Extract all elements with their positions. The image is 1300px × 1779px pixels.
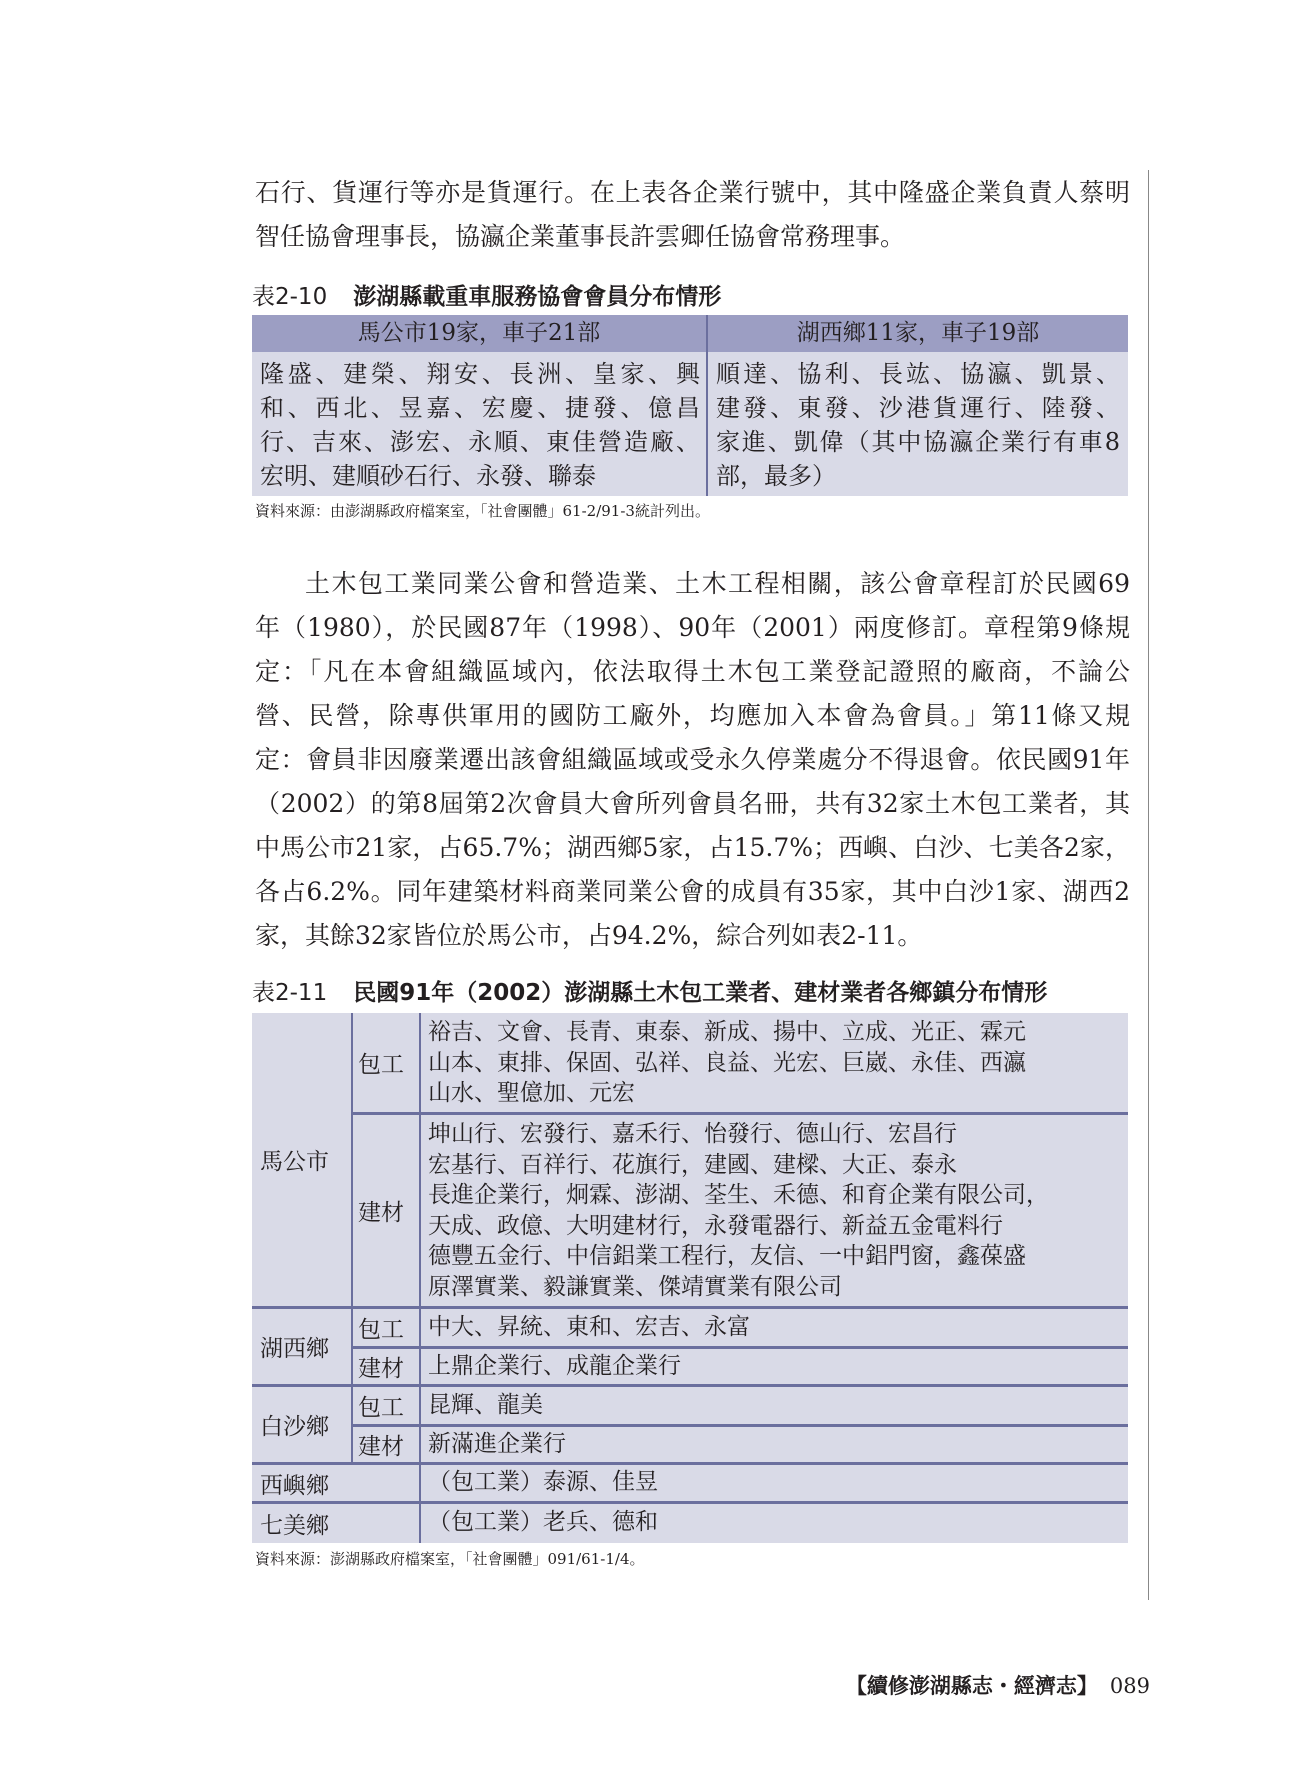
category-contractor: 包工 [358,1052,404,1078]
cell-line: 天成、政億、大明建材行，永發電器行、新益五金電料行 [428,1212,1003,1239]
cell-line: 宏基行、百祥行、花旗行，建國、建樑、大正、泰永 [428,1151,957,1178]
table-2-11-source: 資料來源：澎湖縣政府檔案室，「社會團體」091/61-1/4。 [255,1550,645,1568]
page-footer [846,1670,1150,1700]
cell-line: 部，最多） [716,462,836,490]
text-line: 土木包工業同業公會和營造業、土木工程相關，該公會章程訂於民國69 [305,569,1130,598]
magong-contractors [428,1017,1026,1109]
cell-line: 山本、東排、保固、弘祥、良益、光宏、巨崴、永佳、西瀛 [428,1049,1026,1076]
text-line: 定：會員非因廢業遷出該會組織區域或受永久停業處分不得退會。依民國91年 [255,745,1130,774]
cell-line: （包工業）泰源、佳昱 [428,1469,658,1495]
table-number: 表2-10 [252,284,328,310]
category-material: 建材 [358,1434,404,1460]
town-xiyu: 西嶼鄉 [260,1472,329,1499]
column-header-magong: 馬公市19家，車子21部 [252,315,706,352]
cell-line: 行、吉來、澎宏、永順、東佳營造廠、 [260,428,700,456]
town-qimei: 七美鄉 [260,1513,329,1539]
text-line: 智任協會理事長，協瀛企業董事長許雲卿任協會常務理事。 [255,222,906,251]
baisha-contractors [428,1390,543,1421]
baisha-materials [428,1429,566,1460]
text-line: 各占6.2%。同年建築材料商業同業公會的成員有35家，其中白沙1家、湖西2 [255,877,1130,906]
cell-line: 順達、協利、長竑、協瀛、凱景、 [716,360,1120,388]
divider [252,1462,1128,1465]
cell-line: 宏明、建順砂石行、永發、聯泰 [260,462,596,490]
town-baisha: 白沙鄉 [260,1414,329,1440]
category-contractor: 包工 [358,1395,404,1421]
page-number: 089 [1109,1674,1150,1698]
table-number: 表2-11 [252,980,328,1006]
text-line: 家，其餘32家皆位於馬公市，占94.2%，綜合列如表2-11。 [255,921,923,950]
divider [351,1112,1128,1115]
book-title: 【續修澎湖縣志・經濟志】 [845,1673,1098,1698]
cell-line: 昆輝、龍美 [428,1392,543,1418]
cell-line: 裕吉、文會、長青、東泰、新成、揚中、立成、光正、霖元 [428,1019,1026,1045]
huxi-members [716,357,1120,493]
table-2-10-source: 資料來源：由澎湖縣政府檔案室，「社會團體」61-2/91-3統計列出。 [255,502,710,520]
huxi-contractors [428,1312,750,1343]
xiyu-contractors [428,1467,658,1498]
table-2-10-caption [252,278,721,311]
table-title: 民國91年（2002）澎湖縣土木包工業者、建材業者各鄉鎮分布情形 [353,980,1048,1006]
text-line: 營、民營，除專供軍用的國防工廠外，均應加入本會為會員。」第11條又規 [255,701,1130,730]
text-line: 定：「凡在本會組織區域內，依法取得土木包工業登記證照的廠商，不論公 [255,657,1130,686]
cell-line: 家進、凱偉（其中協瀛企業行有車8 [716,428,1120,456]
magong-members [260,357,700,493]
column-header-huxi: 湖西鄉11家，車子19部 [708,315,1128,352]
cell-line: 德豐五金行、中信鋁業工程行，友信、一中鋁門窗，鑫葆盛 [428,1243,1026,1269]
margin-rule [1148,170,1149,1600]
divider [252,1501,1128,1504]
cell-line: 新滿進企業行 [428,1431,566,1457]
column-divider [706,315,708,496]
table-2-11-caption [252,974,1047,1007]
divider [351,1013,353,1463]
cell-line: 上鼎企業行、成龍企業行 [428,1353,681,1379]
magong-materials [428,1119,1049,1302]
cell-line: 和、西北、昱嘉、宏慶、捷發、億昌 [260,394,700,422]
table-title: 澎湖縣載重車服務協會會員分布情形 [353,284,722,310]
town-huxi: 湖西鄉 [260,1336,329,1362]
town-magong: 馬公市 [260,1149,329,1175]
cell-line: 長進企業行，炯霖、澎湖、荃生、禾德、和育企業有限公司， [428,1182,1049,1208]
text-line: （2002）的第8屆第2次會員大會所列會員名冊，共有32家土木包工業者，其 [255,789,1130,818]
category-contractor: 包工 [358,1317,404,1343]
cell-line: （包工業）老兵、德和 [428,1509,658,1535]
cell-line: 建發、東發、沙港貨運行、陸發、 [716,394,1120,422]
category-material: 建材 [358,1200,404,1226]
cell-line: 原澤實業、毅謙實業、傑靖實業有限公司 [428,1273,842,1300]
text-line: 年（1980），於民國87年（1998）、90年（2001）兩度修訂。章程第9條規 [255,613,1130,642]
qimei-contractors [428,1507,658,1538]
table-2-11 [252,1013,1128,1543]
cell-line: 山水、聖億加、元宏 [428,1080,635,1106]
huxi-materials [428,1351,681,1382]
divider [351,1346,1128,1349]
category-material: 建材 [358,1356,404,1382]
cell-line: 隆盛、建榮、翔安、長洲、皇家、興 [260,360,700,388]
divider [351,1424,1128,1427]
text-line: 石行、貨運行等亦是貨運行。在上表各企業行號中，其中隆盛企業負責人蔡明 [255,178,1130,207]
text-line: 中馬公市21家，占65.7%；湖西鄉5家，占15.7%；西嶼、白沙、七美各2家， [255,833,1130,862]
cell-line: 坤山行、宏發行、嘉禾行、怡發行、德山行、宏昌行 [428,1121,957,1147]
table-2-10 [252,315,1128,496]
cell-line: 中大、昇統、東和、宏吉、永富 [428,1314,750,1340]
